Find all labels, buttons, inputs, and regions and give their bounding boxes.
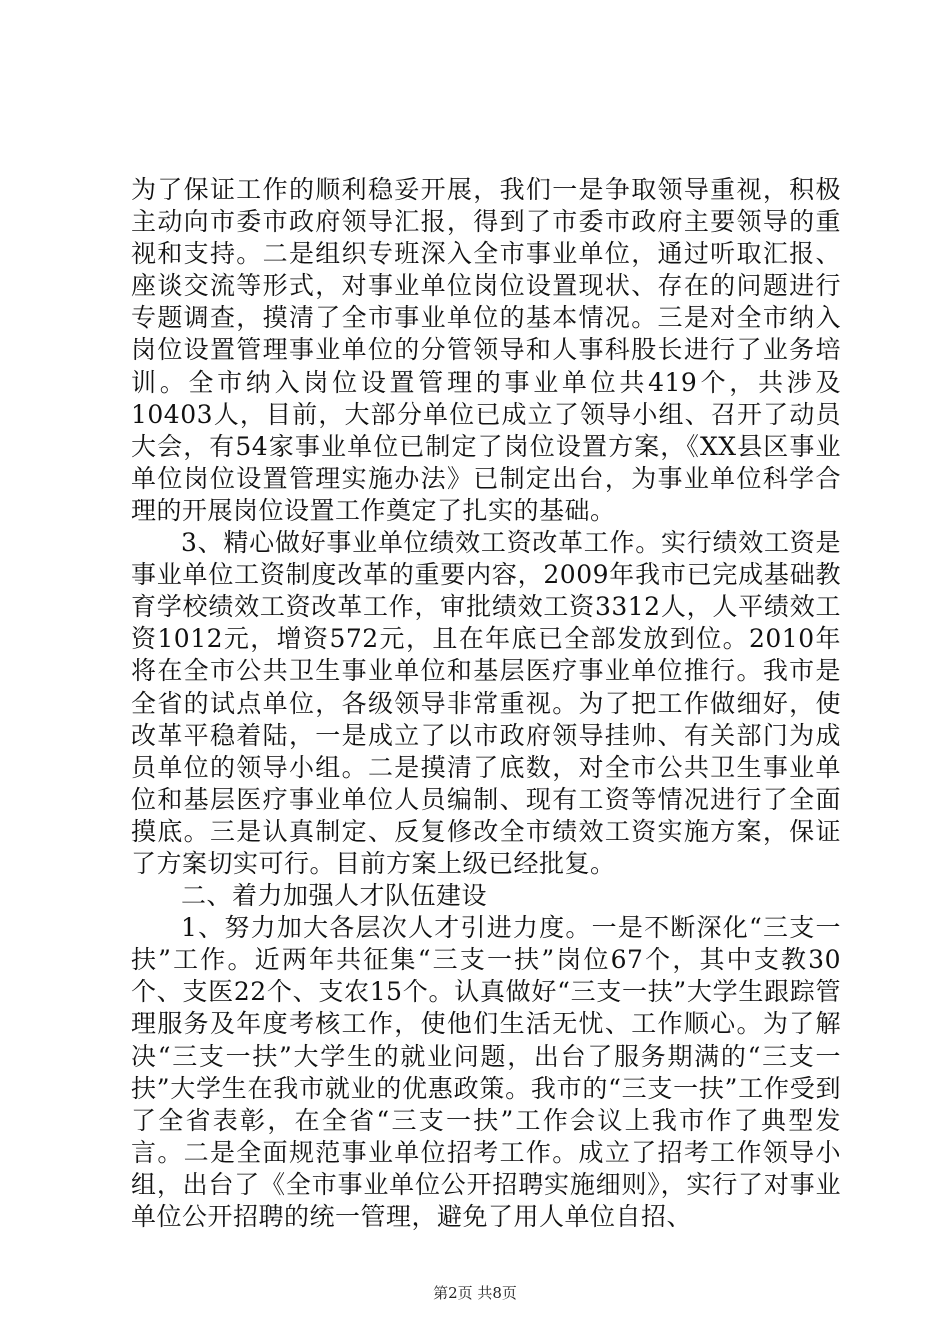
paragraph-talent-introduction: 1、努力加大各层次人才引进力度。一是不断深化“三支一扶”工作。近两年共征集“三支一扶”岗位67个，其中支教30个、支医22个、支农15个。认真做好“三支一扶”大学生跟踪管理服务及年度考核工作，使他们生活无忧、工作顺心。为了解决“三支一扶”大学生的就业问题，出台了服务期满的“三支一扶”大学生在我市就业的优惠政策。我市的“三支一扶”工作受到了全省表彰，在全省“三支一扶”工作会议上我市作了典型发言。二是全面规范事业单位招考工作。成立了招考工作领导小组，出台了《全市事业单位公开招聘实施细则》，实行了对事业单位公开招聘的统一管理，避免了用人单位自招、 bbox=[131, 913, 841, 1231]
section-heading-talent: 二、着力加强人才队伍建设 bbox=[181, 881, 488, 911]
paragraph-performance-pay: 3、精心做好事业单位绩效工资改革工作。实行绩效工资是事业单位工资制度改革的重要内容，2009年我市已完成基础教育学校绩效工资改革工作，审批绩效工资3312人，人平绩效工资1012元，增资572元，且在年底已全部发放到位。2010年将在全市公共卫生事业单位和基层医疗事业单位推行。我市是全省的试点单位，各级领导非常重视。为了把工作做细好，使改革平稳着陆，一是成立了以市政府领导挂帅、有关部门为成员单位的领导小组。二是摸清了底数，对全市公共卫生事业单位和基层医疗事业单位人员编制、现有工资等情况进行了全面摸底。三是认真制定、反复修改全市绩效工资实施方案，保证了方案切实可行。目前方案上级已经批复。 bbox=[131, 528, 841, 878]
document-body bbox=[131, 174, 841, 1233]
page-number-footer: 第2页 共8页 bbox=[433, 1284, 517, 1302]
paragraph-post-setting: 为了保证工作的顺利稳妥开展，我们一是争取领导重视，积极主动向市委市政府领导汇报，得到了市委市政府主要领导的重视和支持。二是组织专班深入全市事业单位，通过听取汇报、座谈交流等形式，对事业单位岗位设置现状、存在的问题进行专题调查，摸清了全市事业单位的基本情况。三是对全市纳入岗位设置管理事业单位的分管领导和人事科股长进行了业务培训。全市纳入岗位设置管理的事业单位共419个，共涉及10403人，目前，大部分单位已成立了领导小组、召开了动员大会，有54家事业单位已制定了岗位设置方案，《XX县区事业单位岗位设置管理实施办法》已制定出台，为事业单位科学合理的开展岗位设置工作奠定了扎实的基础。 bbox=[131, 175, 841, 525]
